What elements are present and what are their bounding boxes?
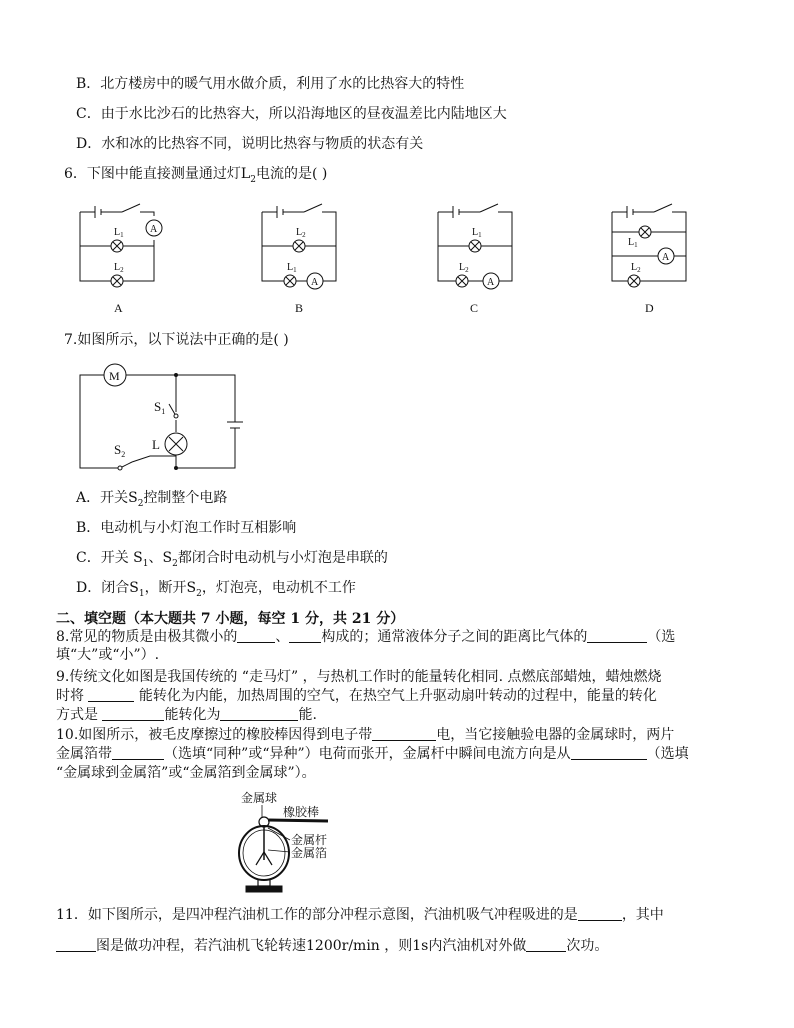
q7-option-b: B．电动机与小灯泡工作时互相影响 xyxy=(76,520,297,536)
answer-blank[interactable] xyxy=(526,937,566,952)
q5-option-c: C．由于水比沙石的比热容大，所以沿海地区的昼夜温差比内陆地区大 xyxy=(76,106,507,122)
section-heading: 二、填空题（本大题共 7 小题，每空 1 分，共 21 分） xyxy=(56,611,405,627)
svg-text:S1: $S_1$ xyxy=(154,399,166,416)
electroscope-figure xyxy=(228,790,358,896)
q7-circuit-figure xyxy=(70,362,250,474)
q9-line-1: 9.传统文化如图是我国传统的 “走马灯” ，与热机工作时的能量转化相同. 点燃底部蜡烛，蜡烛燃烧 xyxy=(56,669,662,685)
answer-blank[interactable] xyxy=(88,687,134,702)
svg-text:S2: $S_2$ xyxy=(114,442,126,459)
answer-blank[interactable] xyxy=(56,937,96,952)
circuit-c xyxy=(438,204,512,289)
q7-stem: 7.如图所示，以下说法中正确的是( ) xyxy=(64,332,289,348)
q7-option-d: D．闭合$S_1$，断开$S_2$，灯泡亮，电动机不工作 xyxy=(76,580,356,599)
answer-blank[interactable] xyxy=(289,628,321,643)
q11-line-2: 图是做功冲程，若汽油机飞轮转速1200r/min ，则1s内汽油机对外做 次功。 xyxy=(56,937,608,955)
svg-text:金属箔: 金属箔 xyxy=(291,846,328,860)
svg-text:橡胶棒: 橡胶棒 xyxy=(283,805,320,819)
svg-text:A: A xyxy=(662,252,670,263)
svg-text:A: A xyxy=(487,277,495,288)
q5-option-d: D．水和冰的比热容不同，说明比热容与物质的状态有关 xyxy=(76,136,424,152)
svg-text:L1: $L_1$ xyxy=(287,262,297,274)
svg-text:L: L xyxy=(152,437,160,452)
svg-text:D: D xyxy=(645,301,654,315)
q7-option-a: A．开关$S_2$控制整个电路 xyxy=(76,490,228,509)
svg-text:B: B xyxy=(295,301,304,315)
q5-option-b: B．北方楼房中的暖气用水做介质，利用了水的比热容大的特性 xyxy=(76,76,465,92)
answer-blank[interactable] xyxy=(578,906,622,921)
q6-circuit-figures xyxy=(0,196,794,320)
q8-line-2: 填“大”或“小”）. xyxy=(56,647,160,663)
answer-blank[interactable] xyxy=(587,628,647,643)
svg-text:A: A xyxy=(150,224,158,235)
svg-text:金属杆: 金属杆 xyxy=(291,833,328,847)
svg-text:金属球: 金属球 xyxy=(241,791,278,805)
answer-blank[interactable] xyxy=(237,628,275,643)
answer-blank[interactable] xyxy=(571,745,647,760)
svg-text:L1: $L_1$ xyxy=(114,227,124,239)
q7-option-c: C．开关 $S_1$、$S_2$都闭合时电动机与小灯泡是串联的 xyxy=(76,550,388,569)
svg-text:L1: $L_1$ xyxy=(628,237,638,249)
q8-line-1: 8.常见的物质是由极其微小的 、 构成的；通常液体分子之间的距离比气体的 （选 xyxy=(56,629,676,645)
q10-line-3: “金属球到金属箔”或“金属箔到金属球”）。 xyxy=(56,765,316,781)
q11-line-1: 11．如下图所示，是四冲程汽油机工作的部分冲程示意图，汽油机吸气冲程吸进的是 ，其中 xyxy=(56,907,664,923)
svg-text:L2: $L_2$ xyxy=(459,262,469,274)
answer-blank[interactable] xyxy=(220,706,298,721)
svg-text:L2: $L_2$ xyxy=(296,227,306,239)
answer-blank[interactable] xyxy=(102,706,164,721)
svg-text:A: A xyxy=(114,301,123,315)
q10-line-1: 10.如图所示，被毛皮摩擦过的橡胶棒因得到电子带 电，当它接触验电器的金属球时，两片 xyxy=(56,727,675,743)
answer-blank[interactable] xyxy=(372,726,436,741)
circuit-d xyxy=(612,204,686,287)
svg-text:L1: $L_1$ xyxy=(472,227,482,239)
svg-text:L2: $L_2$ xyxy=(631,262,641,274)
svg-text:C: C xyxy=(470,301,479,315)
q6-stem: 6．下图中能直接测量通过灯$L_2$电流的是( ) xyxy=(64,166,328,185)
answer-blank[interactable] xyxy=(112,745,164,760)
q9-line-3: 方式是 能转化为 能. xyxy=(56,707,317,723)
circuit-a xyxy=(80,204,162,287)
q10-line-2: 金属箔带 （选填“同种”或“异种”）电荷而张开，金属杆中瞬间电流方向是从 （选填 xyxy=(56,746,689,762)
svg-text:M: M xyxy=(109,369,120,383)
svg-text:L2: $L_2$ xyxy=(114,262,124,274)
svg-text:A: A xyxy=(311,277,319,288)
q9-line-2: 时将 能转化为内能，加热周围的空气，在热空气上升驱动扇叶转动的过程中，能量的转化 xyxy=(56,688,657,704)
circuit-b xyxy=(262,204,336,289)
